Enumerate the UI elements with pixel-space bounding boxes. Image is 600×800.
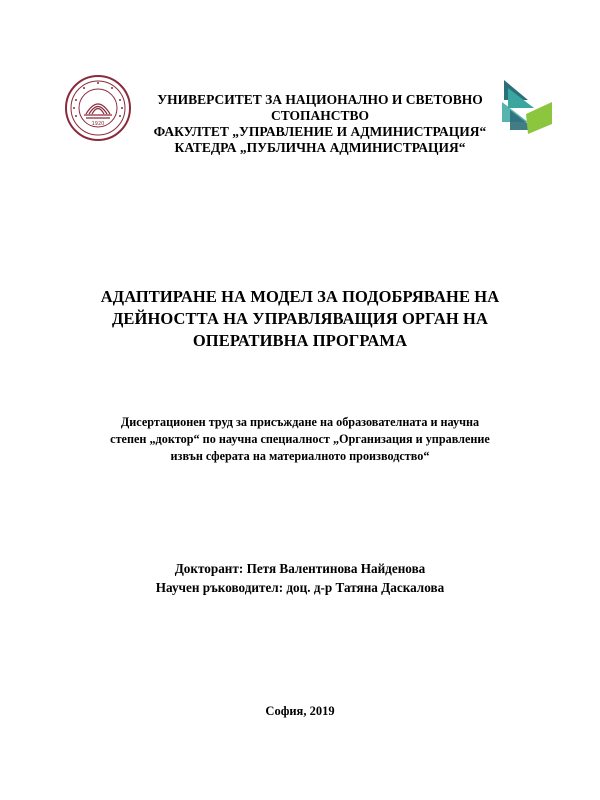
header-university-line1: УНИВЕРСИТЕТ ЗА НАЦИОНАЛНО И СВЕТОВНО — [157, 92, 483, 107]
university-seal-icon — [64, 74, 132, 142]
header-university-line2: СТОПАНСТВО — [270, 108, 370, 123]
supervisor-line: Научен ръководител: доц. д-р Татяна Даскалова — [155, 580, 445, 595]
place-year: София, 2019 — [265, 704, 335, 718]
description-line-1: Дисертационен труд за присъждане на образователната и научна — [120, 415, 480, 429]
description-line-3: извън сферата на материалното производство“ — [170, 449, 430, 463]
seal-year: 1920 — [91, 121, 105, 127]
dissertation-title — [40, 286, 560, 352]
header-faculty: ФАКУЛТЕТ „УПРАВЛЕНИЕ И АДМИНИСТРАЦИЯ“ — [153, 124, 487, 139]
chevron-book-icon — [498, 74, 554, 138]
description-line-2: степен „доктор“ по научна специалност „Организация и управление — [110, 432, 490, 446]
dissertation-description — [40, 414, 560, 465]
title-line-3: ОПЕРАТИВНА ПРОГРАМА — [192, 331, 408, 350]
header-department: КАТЕДРА „ПУБЛИЧНА АДМИНИСТРАЦИЯ“ — [174, 140, 466, 155]
institution-header — [135, 92, 505, 156]
doctorant-line: Докторант: Петя Валентинова Найденова — [174, 561, 426, 576]
title-line-1: АДАПТИРАНЕ НА МОДЕЛ ЗА ПОДОБРЯВАНЕ НА — [100, 287, 500, 306]
authors-block — [40, 559, 560, 597]
title-line-2: ДЕЙНОСТТА НА УПРАВЛЯВАЩИЯ ОРГАН НА — [111, 309, 488, 328]
